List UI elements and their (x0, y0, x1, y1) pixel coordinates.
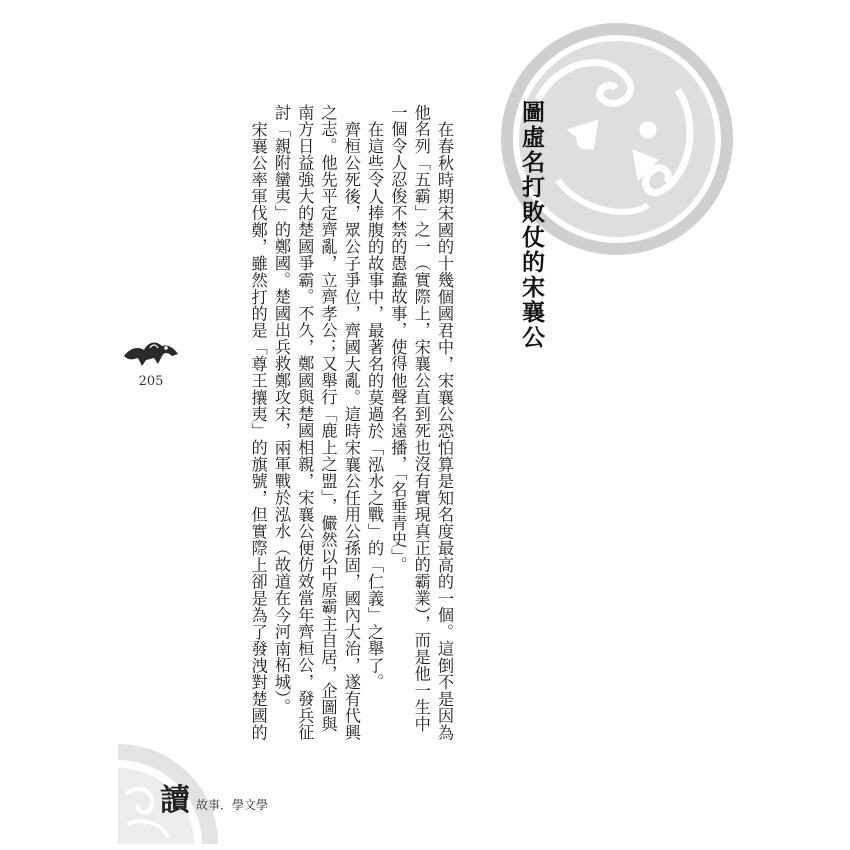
paragraph: 齊桓公死後，眾公子爭位，齊國大亂。這時宋襄公任用公孫固，國內大治，遂有代興之志。他先平定齊亂，立齊孝公；又舉行「鹿上之盟」，儼然以中原霸主自居，企圖與南方日益強大的楚國爭霸。不久，鄭國與楚國相親，宋襄公便仿效當年齊桓公，發兵征討「親附蠻夷」的鄭國。楚國出兵救鄭攻宋，兩軍戰於泓水（故道在今河南柘城）。 (271, 104, 361, 741)
paragraph: 在春秋時期宋國的十幾個國君中，宋襄公恐怕算是知名度最高的一個。這倒不是因為他名列「五霸」之一（實際上，宋襄公直到死也沒有實現真正的霸業），而是他一生中一個令人忍俊不禁的愚蠢故事，使得他聲名遠播，「名垂青史」。 (388, 104, 454, 741)
paragraph: 宋襄公率軍伐鄭，雖然打的是「尊王攘夷」的旗號，但實際上卻是為了發洩對楚國的 (248, 121, 268, 741)
page-number: 205 (138, 374, 164, 389)
animal-ornament-icon (122, 334, 180, 368)
footer-series-title: 故事．學文學 (196, 798, 269, 812)
footer-series-label (160, 783, 269, 818)
body-text (216, 104, 456, 744)
paragraph: 在這些令人捧腹的故事中，最著名的莫過於「泓水之戰」的「仁義」之舉了。 (365, 121, 385, 691)
footer-read-char: 讀 (160, 783, 190, 818)
page-title: 圖虛名打敗仗的宋襄公 (518, 100, 544, 350)
